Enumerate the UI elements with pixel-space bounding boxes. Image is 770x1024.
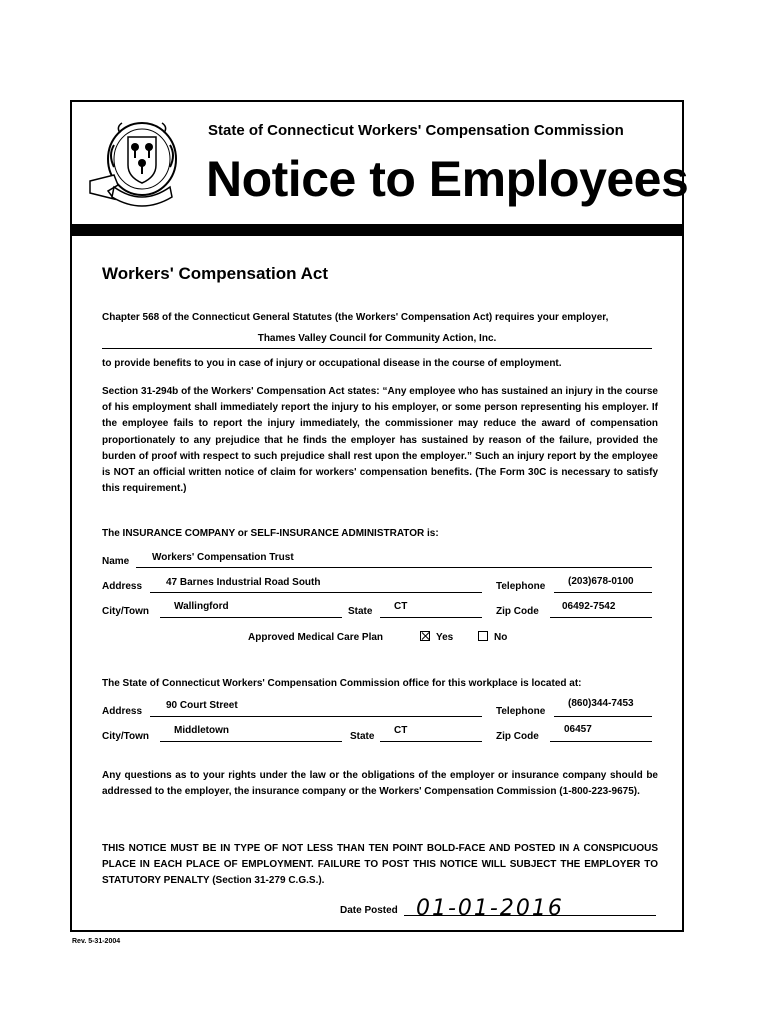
commission-zip-value: 06457: [564, 724, 592, 735]
no-label: No: [494, 632, 508, 643]
insurer-telephone-label: Telephone: [496, 581, 546, 592]
insurer-zip-label: Zip Code: [496, 606, 539, 617]
employer-name: Thames Valley Council for Community Action, Inc.: [257, 333, 497, 344]
commission-heading: The State of Connecticut Workers' Compensation Commission office for this workplace is located at:: [102, 678, 582, 689]
no-checkbox[interactable]: [478, 631, 488, 641]
insurer-city-label: City/Town: [102, 606, 150, 617]
insurer-zip-value: 06492-7542: [562, 601, 616, 612]
insurer-state-label: State: [348, 606, 373, 617]
insurer-name-line: [136, 567, 652, 568]
posting-warning: THIS NOTICE MUST BE IN TYPE OF NOT LESS THAN TEN POINT BOLD-FACE AND POSTED IN A CONSPICUOUS PLACE IN EACH PLACE OF EMPLOYMENT. FAILURE TO POST THIS NOTICE WILL SUBJECT THE EMPLOYER TO STATUTORY PENALTY (Section 31-279 C.G.S.).: [102, 843, 658, 887]
commission-zip-line: [550, 741, 652, 742]
questions-paragraph: Any questions as to your rights under the law or the obligations of the employer or insurance company should be addressed to the employer, the insurance company or the Workers' Compensation Commission (1-800-223-9675).: [102, 770, 658, 798]
agency-name: State of Connecticut Workers' Compensation Commission: [208, 122, 624, 139]
commission-state-label: State: [350, 731, 375, 742]
commission-city-label: City/Town: [102, 731, 150, 742]
yes-label: Yes: [436, 632, 454, 643]
medical-plan-yes-option[interactable]: [420, 631, 453, 643]
commission-state-line: [380, 741, 482, 742]
date-posted-handwritten: 01-01-2016: [416, 896, 564, 921]
insurer-city-line: [160, 617, 342, 618]
insurer-state-value: CT: [394, 601, 408, 612]
insurer-state-line: [380, 617, 482, 618]
yes-checkbox[interactable]: [420, 631, 430, 641]
commission-city-line: [160, 741, 342, 742]
revision-note: Rev. 5-31-2004: [72, 938, 121, 945]
medical-plan-label: Approved Medical Care Plan: [248, 632, 384, 643]
insurer-telephone-line: [554, 592, 652, 593]
insurer-name-label: Name: [102, 556, 130, 567]
act-benefits: to provide benefits to you in case of injury or occupational disease in the course of employment.: [102, 358, 562, 369]
insurer-address-label: Address: [102, 581, 143, 592]
employer-line: [102, 348, 652, 349]
page-title: Notice to Employees: [206, 151, 689, 207]
commission-telephone-value: (860)344-7453: [568, 698, 634, 709]
date-posted-label: Date Posted: [340, 905, 398, 916]
commission-zip-label: Zip Code: [496, 731, 539, 742]
commission-telephone-line: [554, 716, 652, 717]
connecticut-state-seal-icon: [84, 115, 190, 215]
commission-state-value: CT: [394, 725, 408, 736]
commission-city-value: Middletown: [174, 725, 229, 736]
insurer-heading: The INSURANCE COMPANY or SELF-INSURANCE ADMINISTRATOR is:: [102, 528, 439, 539]
act-intro: Chapter 568 of the Connecticut General Statutes (the Workers' Compensation Act) requires your employer,: [102, 312, 609, 323]
insurer-name-value: Workers' Compensation Trust: [152, 552, 294, 563]
header-divider: [70, 224, 684, 236]
insurer-address-line: [150, 592, 482, 593]
insurer-address-value: 47 Barnes Industrial Road South: [166, 577, 321, 588]
insurer-telephone-value: (203)678-0100: [568, 576, 634, 587]
insurer-city-value: Wallingford: [174, 601, 229, 612]
commission-address-line: [150, 716, 482, 717]
commission-address-label: Address: [102, 706, 143, 717]
section-heading-act: Workers' Compensation Act: [102, 264, 329, 283]
act-section-quote: Section 31-294b of the Workers' Compensation Act states: “Any employee who has sustained an injury in the course of his employment shall immediately report the injury to his employer, or some person representing his employer. If the employee fails to report the injury immediately, the commissioner may reduce the award of compensation proportionately to any prejudice that he finds the employer has sustained by reason of the failure, provided the burden of proof with respect to such prejudice shall rest upon the employer.” Such an injury report by the employee is NOT an official written notice of claim for workers' compensation benefits. (The Form 30C is necessary to satisfy this requirement.): [102, 386, 658, 495]
commission-telephone-label: Telephone: [496, 706, 546, 717]
commission-address-value: 90 Court Street: [166, 700, 238, 711]
insurer-zip-line: [550, 617, 652, 618]
medical-plan-no-option[interactable]: [478, 631, 507, 643]
